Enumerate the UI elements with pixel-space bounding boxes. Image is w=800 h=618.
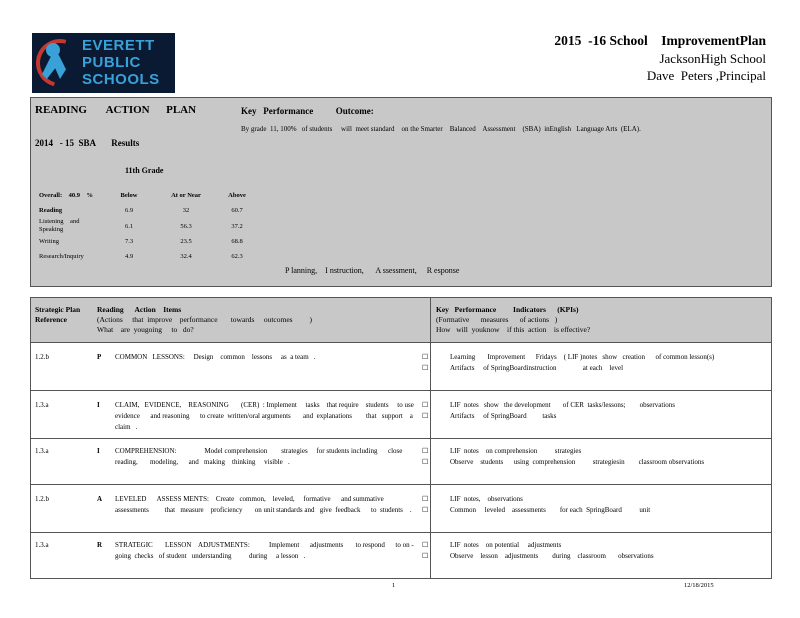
kpi-item: ☐ Observe students using comprehension strategiesin classroom observations [422, 458, 705, 466]
plan-title: READING ACTION PLAN [35, 104, 197, 116]
row-action-text: LEVELED ASSESS MENTS: Create common, leveled, formative and summative assessments that measure proficiency on unit standards and give feedback to students . [115, 495, 412, 514]
grade-label: 11th Grade [125, 166, 164, 175]
kpi-item: ☐ Artifacts of SpringBoard tasks [422, 412, 557, 420]
kpo-text: By grade 11, 100% of students will meet standard on the Smarter Balanced Assessment (SBA) inEnglish Language Arts (ELA). [241, 125, 641, 133]
row-action-text: COMPREHENSION: Model comprehension strategies for students including close reading, modeling, and making thinking visible . [115, 447, 405, 466]
checkbox-icon: ☐ [422, 458, 429, 466]
checkbox-icon: ☐ [422, 541, 429, 549]
below-header: Below [120, 192, 138, 199]
page-number: 1 [392, 582, 396, 589]
row-kpi-list [422, 400, 756, 422]
kpi-item: ☐ LIF notes on potential adjustments [422, 541, 562, 549]
row-letter: I [97, 447, 100, 455]
reading-action-plan-box [30, 97, 772, 287]
pire-legend: P lanning, I nstruction, A ssessment, R esponse [285, 266, 460, 275]
row-kpi-list [422, 494, 756, 516]
checkbox-icon: ☐ [422, 364, 429, 372]
row-reference: 1.2.b [35, 495, 49, 503]
everett-public-schools-logo [32, 33, 175, 93]
action-items-subheader: (Actions that improve performance towards outcomes ) [97, 315, 312, 324]
checkbox-icon: ☐ [422, 447, 429, 455]
sba-row: Listening and Speaking 6.1 56.3 37.2 [39, 218, 243, 233]
kpi-item: ☐ LIF notes, observations [422, 495, 523, 503]
strategic-plan-reference-header: Strategic Plan Reference [35, 305, 81, 324]
sba-row: Writing 7.3 23.5 68.8 [39, 238, 243, 245]
kpi-item: ☐ LIF notes show the development of CER tasks/lessons; observations [422, 401, 675, 409]
kpi-question: How will youknow if this action is effective? [436, 325, 591, 334]
overall-cell: Overall: 40.9 % [39, 192, 93, 199]
checkbox-icon: ☐ [422, 401, 429, 409]
action-items-header: Reading Action Items [97, 305, 182, 314]
row-divider [31, 438, 771, 439]
checkbox-icon: ☐ [422, 353, 429, 361]
kpi-header: Key Performance Indicators (KPIs) [436, 305, 579, 314]
row-action-text: CLAIM, EVIDENCE, REASONING (CER) : Implement tasks that require students to use evidence and reasoning to create written/oral arguments and explanations that support a claim . [115, 401, 416, 431]
sba-title: 2014 - 15 SBA Results [35, 138, 140, 148]
kpo-title: Key Performance Outcome: [241, 106, 374, 116]
checkbox-icon: ☐ [422, 552, 429, 560]
sba-results-table [39, 188, 261, 264]
row-kpi-list [422, 352, 756, 374]
kpi-item: ☐ Common leveled assessments for each SpringBoard unit [422, 506, 651, 514]
row-reference: 1.2.b [35, 353, 49, 361]
row-divider [31, 484, 771, 485]
checkbox-icon: ☐ [422, 506, 429, 514]
kpi-item: ☐ LIF notes on comprehension strategies [422, 447, 582, 455]
row-reference: 1.3.a [35, 447, 49, 455]
row-letter: P [97, 353, 102, 361]
checkbox-icon: ☐ [422, 495, 429, 503]
row-letter: A [97, 495, 103, 503]
document-title: 2015 -16 School ImprovementPlan [554, 33, 766, 48]
row-divider [31, 532, 771, 533]
sba-row: Research/Inquiry 4.9 32.4 62.3 [39, 253, 243, 260]
row-letter: I [97, 401, 100, 409]
logo-text: EVERETT PUBLIC SCHOOLS [82, 37, 160, 88]
row-kpi-list [422, 540, 756, 562]
table-header-row [31, 298, 771, 343]
principal-name: Dave Peters ,Principal [646, 68, 766, 83]
row-divider [31, 390, 771, 391]
above-header: Above [228, 192, 246, 199]
row-action-text: COMMON LESSONS: Design common lessons as a team . [115, 353, 316, 361]
row-letter: R [97, 541, 103, 549]
kpi-item: ☐ Artifacts of SpringBoardinstruction at each level [422, 364, 624, 372]
row-action-text: STRATEGIC LESSON ADJUSTMENTS: Implement adjustments to respond to on -going checks of student understanding during a lesson . [115, 541, 414, 560]
row-reference: 1.3.a [35, 401, 49, 409]
row-reference: 1.3.a [35, 541, 49, 549]
kpi-subheader: (Formative measures of actions ) [436, 315, 558, 324]
logo-figure-head-icon [46, 43, 60, 57]
kpi-item: ☐ Learning Improvement Fridays ( LIF )notes show creation of common lesson(s) [422, 353, 715, 361]
sba-header-row [39, 188, 261, 203]
row-kpi-list [422, 446, 756, 468]
footer-date: 12/18/2015 [684, 582, 714, 589]
checkbox-icon: ☐ [422, 412, 429, 420]
action-items-question: What are yougoing to do? [97, 325, 194, 334]
sba-row: Reading 6.9 32 60.7 [39, 207, 243, 214]
school-name: JacksonHigh School [659, 51, 766, 66]
action-items-table [30, 297, 772, 579]
kpi-item: ☐ Observe lesson adjustments during classroom observations [422, 552, 654, 560]
near-header: At or Near [171, 191, 201, 199]
